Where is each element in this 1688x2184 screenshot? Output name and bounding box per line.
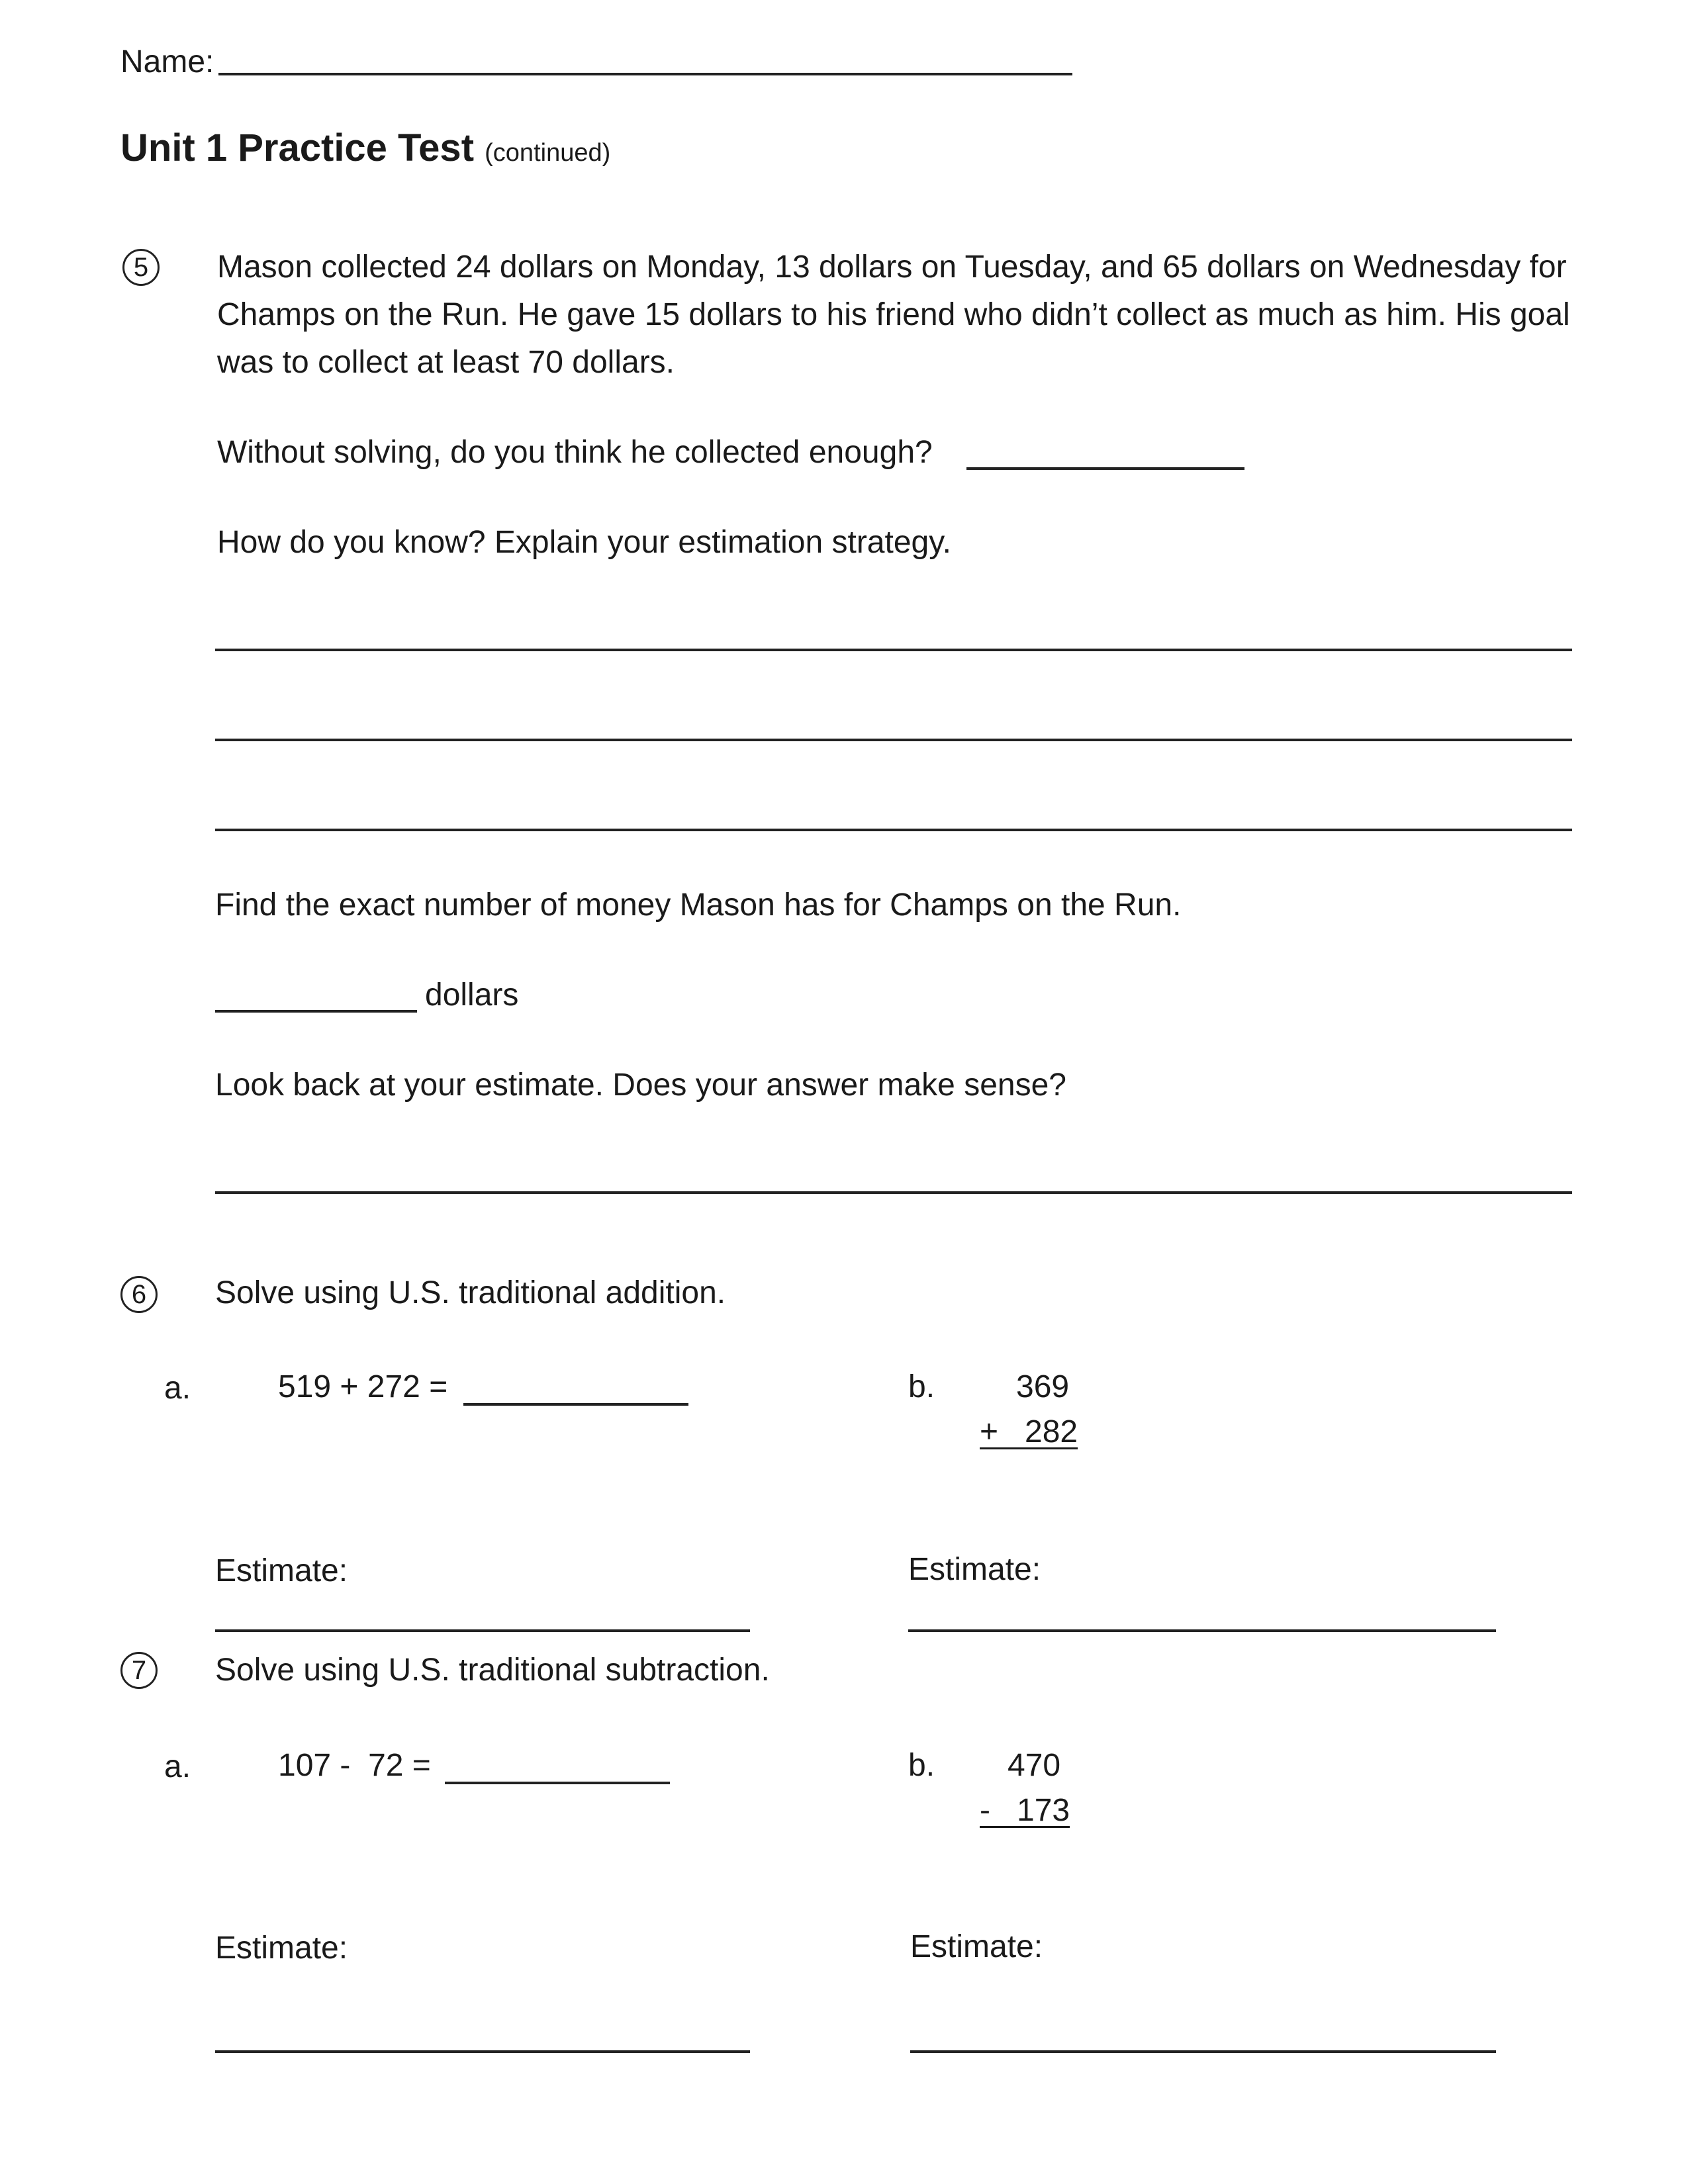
question-5-exact-prompt: Find the exact number of money Mason has for Champs on the Run. [215,887,1182,923]
question-7b-estimate-line[interactable] [910,2050,1496,2053]
question-5-dollars-answer-line[interactable] [215,1010,417,1013]
page-title-suffix: (continued) [485,139,611,167]
question-5-estimate-question: Without solving, do you think he collected enough? [217,435,933,470]
question-5-check-answer-line[interactable] [215,1191,1572,1194]
question-6a-expression: 519 + 272 = [278,1369,448,1404]
question-6a-answer-line[interactable] [463,1403,688,1406]
question-7b-label: b. [908,1748,935,1783]
name-answer-line[interactable] [218,73,1072,75]
question-5-check-prompt: Look back at your estimate. Does your answer make sense? [215,1068,1066,1103]
question-7a-estimate-line[interactable] [215,2050,750,2053]
page-title [120,126,610,170]
question-5-dollars-label: dollars [425,978,519,1013]
question-5-number: 5 [122,249,160,286]
question-6b-top-number: 369 [1016,1369,1070,1404]
question-5-estimate-answer-line[interactable] [966,467,1244,470]
question-7-number: 7 [120,1652,158,1689]
page-title-text: Unit 1 Practice Test [120,126,475,169]
question-6b-bottom-number: + 282 [980,1414,1078,1449]
question-5-explain-prompt: How do you know? Explain your estimation strategy. [217,525,951,560]
question-7a-expression: 107 - 72 = [278,1748,431,1783]
question-6b-estimate-label: Estimate: [908,1552,1041,1587]
question-7a-estimate-label: Estimate: [215,1931,348,1966]
question-6b-label: b. [908,1369,935,1404]
question-7-instruction: Solve using U.S. traditional subtraction. [215,1653,770,1688]
question-5-explain-line-3[interactable] [215,829,1572,831]
question-5-explain-line-1[interactable] [215,649,1572,651]
question-6-number: 6 [120,1276,158,1313]
name-label: Name: [120,44,214,79]
question-7a-label: a. [164,1749,191,1784]
question-7b-bottom-number: - 173 [980,1793,1070,1828]
question-5-explain-line-2[interactable] [215,739,1572,741]
question-7b-estimate-label: Estimate: [910,1929,1043,1964]
question-6b-estimate-line[interactable] [908,1629,1496,1632]
question-5-problem: Mason collected 24 dollars on Monday, 13 dollars on Tuesday, and 65 dollars on Wednesday for Champs on the Run. He gave 15 dollars to his friend who didn’t collect as much as him. His goal was to collect at least 70 dollars. [217,250,1570,380]
question-7b-top-number: 470 [1008,1748,1061,1783]
question-6a-estimate-line[interactable] [215,1629,750,1632]
question-6a-label: a. [164,1371,191,1406]
question-6-instruction: Solve using U.S. traditional addition. [215,1275,726,1310]
question-6a-estimate-label: Estimate: [215,1553,348,1588]
question-7a-answer-line[interactable] [445,1782,670,1784]
